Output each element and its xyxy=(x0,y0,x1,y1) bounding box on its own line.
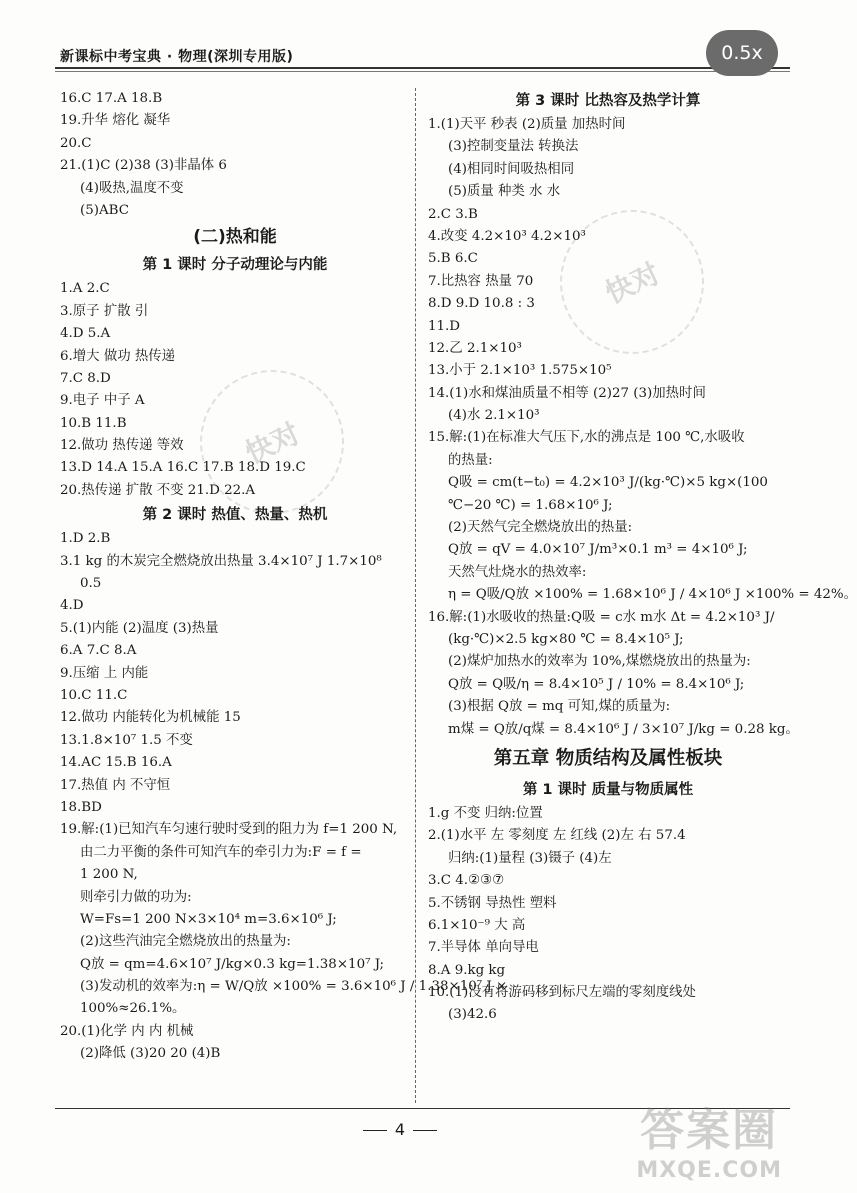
answer-line: 13.D 14.A 15.A 16.C 17.B 18.D 19.C xyxy=(60,460,306,476)
answer-line-continued: m煤 = Q放/q煤 = 8.4×10⁶ J / 3×10⁷ J/kg = 0.28 kg。 xyxy=(448,721,799,737)
answer-line-continued: (4)吸热,温度不变 xyxy=(80,180,184,196)
section-title: (二)热和能 xyxy=(193,227,277,248)
answer-line: 6.A 7.C 8.A xyxy=(60,643,137,659)
answer-line-continued: 由二力平衡的条件可知汽车的牵引力为:F = f = xyxy=(80,844,362,860)
answer-line: 16.解:(1)水吸收的热量:Q吸 = c水 m水 Δt = 4.2×10³ J/ xyxy=(428,609,775,625)
answer-line-continued: 的热量: xyxy=(448,452,493,468)
answer-line: 9.压缩 上 内能 xyxy=(60,665,149,681)
header-rule xyxy=(55,67,790,69)
answer-line-continued: (5)ABC xyxy=(80,202,129,218)
answer-line: 1.D 2.B xyxy=(60,531,111,547)
answer-line: 4.D 5.A xyxy=(60,326,111,342)
answer-line: 3.1 kg 的木炭完全燃烧放出热量 3.4×10⁷ J 1.7×10⁸ xyxy=(60,553,382,569)
answer-line: 12.做功 热传递 等效 xyxy=(60,438,184,454)
answer-line: 10.C 11.C xyxy=(60,687,128,703)
answer-line: 7.C 8.D xyxy=(60,370,111,386)
stamp-watermark-icon: 快对 xyxy=(536,186,727,377)
answer-line: 19.解:(1)已知汽车匀速行驶时受到的阻力为 f=1 200 N, xyxy=(60,822,398,838)
answer-line: 14.(1)水和煤油质量不相等 (2)27 (3)加热时间 xyxy=(428,385,706,401)
column-divider xyxy=(415,88,416,1103)
answer-line: 7.比热容 热量 70 xyxy=(428,273,534,289)
answer-line-continued: 0.5 xyxy=(80,576,102,592)
stamp-watermark-icon: 快对 xyxy=(176,346,367,537)
answer-line-continued: (2)煤炉加热水的效率为 10%,煤燃烧放出的热量为: xyxy=(448,654,751,670)
dash-left xyxy=(363,1130,387,1131)
answer-line-continued: Q放 = qV = 4.0×10⁷ J/m³×0.1 m³ = 4×10⁶ J; xyxy=(448,542,748,558)
answer-line: 4.D xyxy=(60,598,84,614)
answer-line-continued: (3)控制变量法 转换法 xyxy=(448,139,579,155)
answer-line-continued: Q放 = qm=4.6×10⁷ J/kg×0.3 kg=1.38×10⁷ J; xyxy=(80,956,385,972)
lesson-title: 第 3 课时 比热容及热学计算 xyxy=(515,93,701,109)
answer-line: 6.1×10⁻⁹ 大 高 xyxy=(428,917,526,933)
lesson-title: 第 2 课时 热值、热量、热机 xyxy=(142,507,328,524)
answer-line: 2.(1)水平 左 零刻度 左 红线 (2)左 右 57.4 xyxy=(428,828,686,844)
chapter-title: 第五章 物质结构及属性板块 xyxy=(493,747,723,769)
answer-line-continued: Q放 = Q吸/η = 8.4×10⁵ J / 10% = 8.4×10⁶ J; xyxy=(448,676,745,692)
answer-line: 16.C 17.A 18.B xyxy=(60,91,163,106)
answer-line: 6.增大 做功 热传递 xyxy=(60,348,176,364)
answer-line: 9.电子 中子 A xyxy=(60,393,145,409)
answer-line: 13.1.8×10⁷ 1.5 不变 xyxy=(60,732,193,748)
answer-line: 8.A 9.kg kg xyxy=(428,962,506,978)
answer-line-continued: Q吸 = cm(t−t₀) = 4.2×10³ J/(kg·℃)×5 kg×(100 xyxy=(448,475,768,491)
answer-line-continued: (2)天然气完全燃烧放出的热量: xyxy=(448,520,633,536)
answer-line: 2.C 3.B xyxy=(428,206,478,222)
watermark-logo-text: 答案圈 xyxy=(640,1105,779,1156)
answer-line-continued: 1 200 N, xyxy=(80,867,138,883)
answer-line: 1.g 不变 归纳:位置 xyxy=(428,805,543,821)
answer-line: 1.A 2.C xyxy=(60,281,110,297)
answer-line: 18.BD xyxy=(60,799,102,815)
answer-line: 5.(1)内能 (2)温度 (3)热量 xyxy=(60,620,219,636)
answer-line: 10.(1)没有将游码移到标尺左端的零刻度线处 xyxy=(428,985,696,1001)
answer-line: 14.AC 15.B 16.A xyxy=(60,755,172,771)
answer-line: 3.原子 扩散 引 xyxy=(60,303,149,319)
answer-line: 12.乙 2.1×10³ xyxy=(428,340,522,356)
answer-line-continued: η = Q吸/Q放 ×100% = 1.68×10⁶ J / 4×10⁶ J ×100% = 42%。 xyxy=(448,587,857,603)
answer-line: 20.(1)化学 内 内 机械 xyxy=(60,1023,194,1039)
answer-line: 1.(1)天平 秒表 (2)质量 加热时间 xyxy=(428,117,626,132)
lesson-title: 第 1 课时 分子动理论与内能 xyxy=(142,257,328,274)
answer-line-continued: (4)水 2.1×10³ xyxy=(448,408,540,424)
answer-line: 17.热值 内 不守恒 xyxy=(60,777,171,793)
answer-line-continued: 100%≈26.1%。 xyxy=(80,1001,186,1017)
answer-line-continued: (kg·℃)×2.5 kg×80 ℃ = 8.4×10⁵ J; xyxy=(448,631,684,647)
answer-line-continued: W=Fs=1 200 N×3×10⁴ m=3.6×10⁶ J; xyxy=(80,911,337,927)
answer-line: 4.改变 4.2×10³ 4.2×10³ xyxy=(428,228,586,244)
header-rule-thin xyxy=(55,71,790,72)
answer-line: 5.不锈钢 导热性 塑料 xyxy=(428,895,557,911)
answer-line-continued: ℃−20 ℃) = 1.68×10⁶ J; xyxy=(448,497,613,513)
page-number-text: 4 xyxy=(394,1120,406,1139)
answer-line-continued: (4)相同时间吸热相同 xyxy=(448,161,575,177)
watermark-url: MXQE.COM xyxy=(636,1158,782,1183)
playback-speed-button[interactable]: 0.5x xyxy=(706,30,778,76)
answer-line-continued: 天然气灶烧水的热效率: xyxy=(448,564,587,580)
answer-line: 8.D 9.D 10.8 : 3 xyxy=(428,296,535,312)
answer-line: 7.半导体 单向导电 xyxy=(428,940,539,956)
answer-line-continued: (3)根据 Q放 = mq 可知,煤的质量为: xyxy=(448,699,671,715)
answer-line: 12.做功 内能转化为机械能 15 xyxy=(60,710,241,726)
answer-line: 11.D xyxy=(428,318,461,334)
answer-line-continued: (3)发动机的效率为:η = W/Q放 ×100% = 3.6×10⁶ J / 1.38×10⁷ J × xyxy=(80,979,508,995)
answer-line-continued: (3)42.6 xyxy=(448,1007,497,1023)
answer-line-continued: (5)质量 种类 水 水 xyxy=(448,184,561,200)
answer-line: 10.B 11.B xyxy=(60,415,127,431)
answer-line: 21.(1)C (2)38 (3)非晶体 6 xyxy=(60,158,227,174)
lesson-title: 第 1 课时 质量与物质属性 xyxy=(522,781,694,798)
site-watermark xyxy=(636,1094,782,1183)
answer-line-continued: (2)降低 (3)20 20 (4)B xyxy=(80,1046,221,1062)
answer-line: 3.C 4.②③⑦ xyxy=(428,873,505,889)
answer-line: 19.升华 熔化 凝华 xyxy=(60,113,171,129)
answer-line-continued: (2)这些汽油完全燃烧放出的热量为: xyxy=(80,934,291,950)
answer-line: 20.热传递 扩散 不变 21.D 22.A xyxy=(60,482,256,498)
answer-line: 13.小于 2.1×10³ 1.575×10⁵ xyxy=(428,363,612,379)
answer-line: 20.C xyxy=(60,135,92,151)
answer-line: 5.B 6.C xyxy=(428,251,478,267)
dash-right xyxy=(413,1130,437,1131)
answer-line-continued: 则牵引力做的功为: xyxy=(80,889,192,905)
right-column xyxy=(428,88,857,1027)
book-title: 新课标中考宝典 · 物理(深圳专用版) xyxy=(60,49,294,65)
answer-line-continued: 归纳:(1)量程 (3)镊子 (4)左 xyxy=(448,850,612,866)
answer-line: 15.解:(1)在标准大气压下,水的沸点是 100 ℃,水吸收 xyxy=(428,430,745,446)
